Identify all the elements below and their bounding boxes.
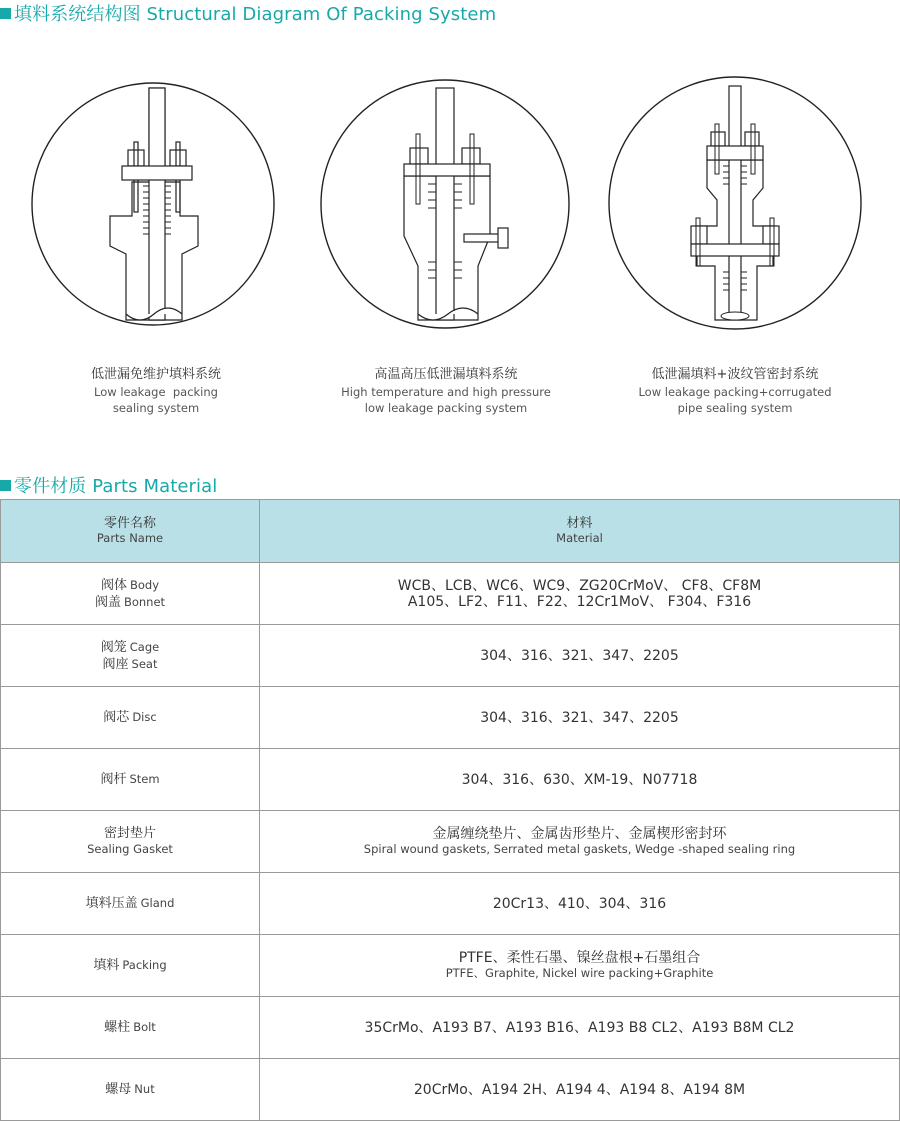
material-text: 35CrMo、A193 B7、A193 B16、A193 B8 CL2、A193 B8M CL2 [364,1019,795,1036]
part-en: Cage [129,639,160,654]
part-name-cell [1,687,260,749]
table-header-row [1,500,900,563]
table-row [1,935,900,997]
material-text: 20CrMo、A194 2H、A194 4、A194 8、A194 8M [413,1081,746,1098]
material-text: A105、LF2、F11、F22、12Cr1MoV、 F304、F316 [407,593,752,610]
packing-diagram-2-illustration [318,76,572,332]
caption-en-line2: low leakage packing system [364,401,528,415]
material-cell [260,997,900,1059]
parts-material-table [0,499,900,1121]
part-en: Sealing Gasket [87,842,173,856]
table-row [1,687,900,749]
material-text-en: PTFE、Graphite, Nickel wire packing+Graphite [445,966,714,980]
part-zh: 阀杆 [100,772,127,787]
table-row [1,997,900,1059]
section-title-parts-material [0,472,217,498]
part-en: Bonnet [123,594,166,609]
caption-zh: 高温高压低泄漏填料系统 [374,367,518,382]
header-mat-en: Material [556,531,603,545]
header-material [260,500,900,563]
material-text: PTFE、柔性石墨、镍丝盘根+石墨组合 [458,950,701,966]
part-zh: 螺母 [105,1082,132,1097]
part-en: Gland [140,896,175,910]
material-cell [260,625,900,687]
part-en: Disc [132,710,157,724]
material-text-en: Spiral wound gaskets, Serrated metal gaskets, Wedge -shaped sealing ring [363,842,796,856]
table-row [1,563,900,625]
part-zh: 填料 [93,958,120,973]
material-text: 20Cr13、410、304、316 [492,895,667,912]
part-zh: 填料压盖 [85,896,138,911]
caption-diagram-3 [605,366,865,416]
material-text: 304、316、321、347、2205 [480,647,679,664]
part-name-cell [1,563,260,625]
diagram-low-leakage-maintenance-free [30,76,278,332]
part-name-cell [1,873,260,935]
section-title-structural-diagram [0,0,496,26]
part-name-cell [1,1059,260,1121]
caption-en-line1: High temperature and high pressure [341,385,551,399]
part-en: Nut [134,1082,155,1096]
part-name-cell [1,997,260,1059]
part-zh: 阀芯 [103,710,130,725]
header-name-en: Parts Name [96,531,164,545]
material-text: WCB、LCB、WC6、WC9、ZG20CrMoV、 CF8、CF8M [397,577,762,594]
caption-en-line1: Low leakage packing+corrugated [638,385,832,399]
caption-en-line2: pipe sealing system [677,401,793,415]
part-zh: 密封垫片 [103,826,156,841]
part-name-cell [1,811,260,873]
diagram-high-temp-high-pressure [318,76,572,332]
header-mat-zh: 材料 [566,516,593,531]
table-row [1,749,900,811]
caption-diagram-1 [26,366,286,416]
material-text: 304、316、321、347、2205 [480,709,679,726]
material-cell [260,563,900,625]
table-row [1,811,900,873]
material-cell [260,811,900,873]
table-row [1,873,900,935]
packing-diagram-1-illustration [30,76,278,332]
caption-en-line1: Low leakage packing [94,385,218,399]
part-name-cell [1,625,260,687]
part-en: Packing [122,958,167,972]
part-zh: 阀笼 [100,639,127,655]
material-text: 金属缠绕垫片、金属齿形垫片、金属楔形密封环 [432,826,727,842]
section-title-text: 零件材质 Parts Material [14,476,218,497]
part-en: Stem [129,772,160,786]
part-en: Bolt [133,1020,156,1034]
part-name-cell [1,749,260,811]
header-parts-name [1,500,260,563]
caption-zh: 低泄漏填料+波纹管密封系统 [651,367,819,382]
diagram-low-leakage-bellows [607,76,863,332]
packing-diagram-3-illustration [607,76,863,332]
square-bullet-icon [0,480,11,491]
part-zh: 阀体 [100,577,127,593]
part-en: Seat [131,656,158,671]
material-text: 304、316、630、XM-19、N07718 [461,771,698,788]
material-cell [260,873,900,935]
caption-en-line2: sealing system [112,401,200,415]
header-name-zh: 零件名称 [103,516,156,531]
material-cell [260,749,900,811]
caption-diagram-2 [316,366,576,416]
part-en: Body [129,577,160,592]
material-cell [260,935,900,997]
material-cell [260,1059,900,1121]
material-cell [260,687,900,749]
caption-zh: 低泄漏免维护填料系统 [90,367,221,382]
part-zh: 阀座 [102,656,129,672]
square-bullet-icon [0,8,11,19]
part-zh: 阀盖 [94,594,121,610]
table-row [1,625,900,687]
part-name-cell [1,935,260,997]
part-zh: 螺柱 [104,1020,131,1035]
table-row [1,1059,900,1121]
section-title-text: 填料系统结构图 Structural Diagram Of Packing System [14,4,497,25]
